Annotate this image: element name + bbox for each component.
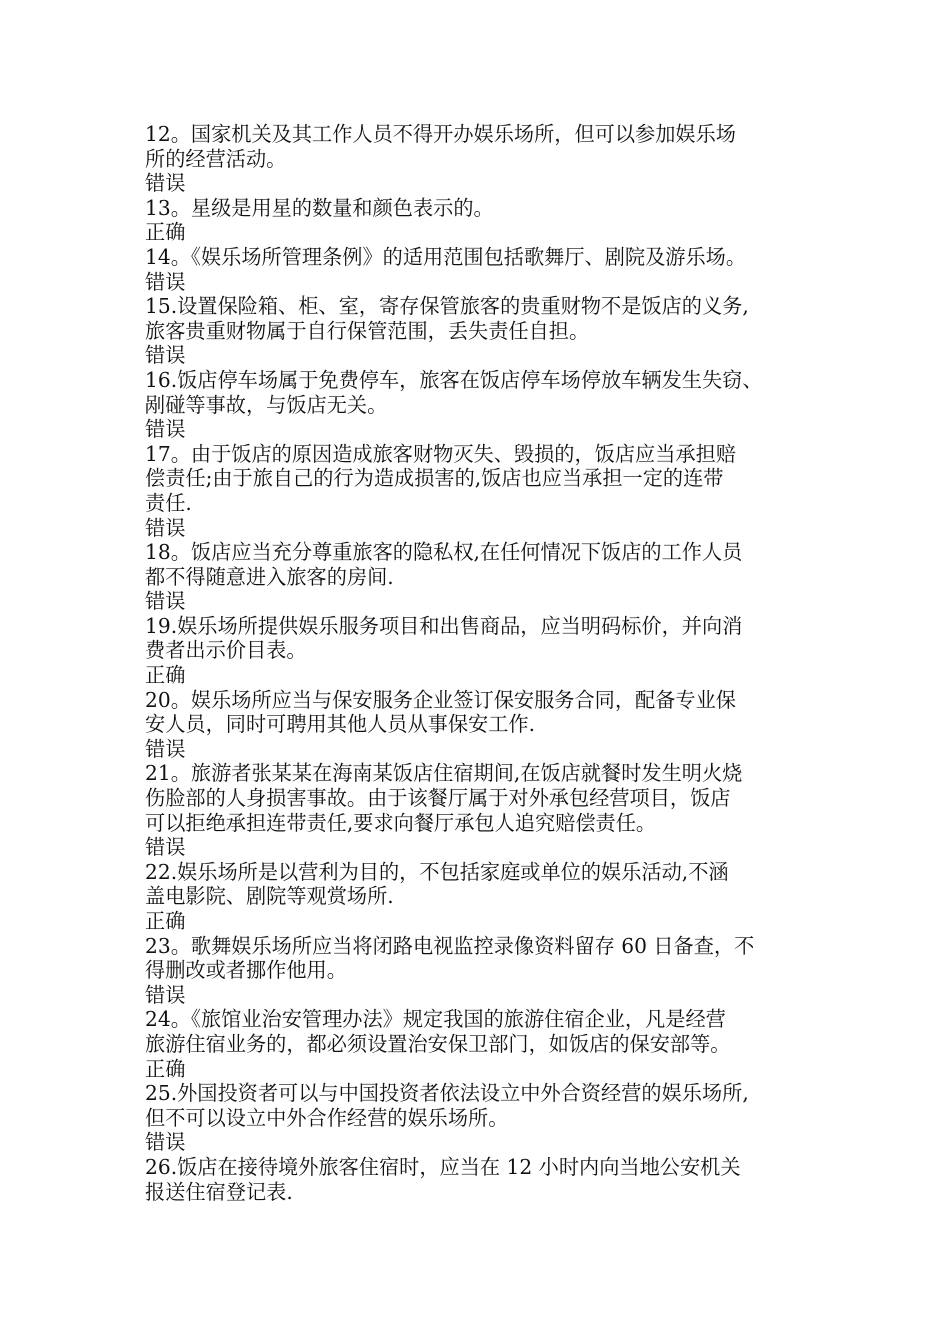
text-line: 旅客贵重财物属于自行保管范围，丢失责任自担。 (145, 318, 590, 343)
text-line: 25.外国投资者可以与中国投资者依法设立中外合资经营的娱乐场所, (145, 1081, 749, 1106)
text-line: 可以拒绝承担连带责任,要求向餐厅承包人追究赔偿责任。 (145, 810, 657, 835)
text-line: 22.娱乐场所是以营利为目的，不包括家庭或单位的娱乐活动,不涵 (145, 859, 729, 884)
answer-line: 正确 (145, 909, 186, 933)
text-line: 21。旅游者张某某在海南某饭店住宿期间,在饭店就餐时发生明火烧 (145, 761, 743, 786)
text-line: 16.饭店停车场属于免费停车，旅客在饭店停车场停放车辆发生失窃、 (145, 367, 763, 392)
text-line: 偿责任;由于旅自己的行为造成损害的,饭店也应当承担一定的连带 (145, 466, 724, 491)
answer-line: 正确 (145, 1056, 186, 1081)
text-line: 17。由于饭店的原因造成旅客财物灭失、毁损的，饭店应当承担赔 (145, 441, 736, 466)
answer-line: 错误 (145, 515, 186, 540)
text-line: 14。《娱乐场所管理条例》的适用范围包括歌舞厅、剧院及游乐场。 (145, 244, 747, 269)
text-line: 24。《旅馆业治安管理办法》规定我国的旅游住宿企业，凡是经营 (145, 1007, 726, 1032)
answer-line: 正确 (145, 663, 186, 688)
answer-line: 错误 (145, 589, 186, 614)
text-line: 剐碰等事故，与饭店无关。 (145, 392, 388, 417)
answer-line: 错误 (145, 343, 186, 368)
answer-line: 错误 (145, 835, 186, 860)
text-line: 都不得随意进入旅客的房间. (145, 564, 394, 589)
answer-line: 错误 (145, 736, 186, 761)
text-line: 盖电影院、剧院等观赏场所. (145, 884, 394, 909)
text-line: 所的经营活动。 (145, 146, 287, 171)
text-line: 得删改或者挪作他用。 (145, 958, 347, 983)
answer-line: 错误 (145, 417, 186, 442)
text-line: 20。娱乐场所应当与保安服务企业签订保安服务合同，配备专业保 (145, 687, 736, 712)
document-body (145, 122, 835, 1204)
text-line: 15.设置保险箱、柜、室，寄存保管旅客的贵重财物不是饭店的义务, (145, 294, 749, 319)
text-line: 26.饭店在接待境外旅客住宿时，应当在 12 小时内向当地公安机关 (145, 1154, 741, 1179)
text-line: 安人员，同时可聘用其他人员从事保安工作. (145, 712, 535, 737)
text-line: 旅游住宿业务的，都必须设置治安保卫部门，如饭店的保安部等。 (145, 1031, 731, 1056)
text-line: 19.娱乐场所提供娱乐服务项目和出售商品，应当明码标价，并向消 (145, 613, 743, 638)
text-line: 23。歌舞娱乐场所应当将闭路电视监控录像资料留存 60 日备查，不 (145, 933, 755, 958)
text-line: 12。国家机关及其工作人员不得开办娱乐场所，但可以参加娱乐场 (145, 122, 736, 146)
text-line: 13。星级是用星的数量和颜色表示的。 (145, 195, 494, 220)
answer-line: 错误 (145, 982, 186, 1007)
text-line: 但不可以设立中外合作经营的娱乐场所。 (145, 1105, 509, 1130)
text-line: 伤脸部的人身损害事故。由于该餐厅属于对外承包经营项目，饭店 (145, 786, 731, 811)
text-line: 责任. (145, 490, 192, 515)
text-line: 18。饭店应当充分尊重旅客的隐私权,在任何情况下饭店的工作人员 (145, 540, 743, 565)
answer-line: 错误 (145, 269, 186, 294)
answer-line: 错误 (145, 171, 186, 196)
answer-line: 正确 (145, 220, 186, 245)
text-line: 费者出示价目表。 (145, 638, 307, 663)
text-line: 报送住宿登记表. (145, 1179, 293, 1204)
answer-line: 错误 (145, 1130, 186, 1155)
